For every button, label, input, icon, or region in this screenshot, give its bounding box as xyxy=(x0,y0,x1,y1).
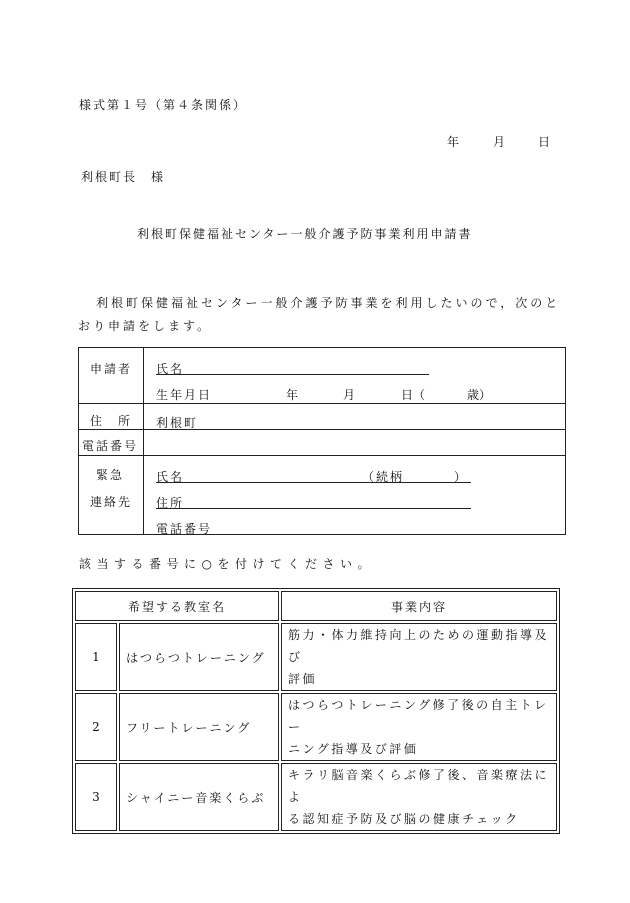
emergency-name-field[interactable] xyxy=(156,482,471,483)
addressee: 利根町長 様 xyxy=(81,170,166,184)
intro-line-1: 利根町保健福祉センター一般介護予防事業を利用したいので，次のと xyxy=(96,296,561,310)
birth-year-label: 年 xyxy=(286,388,299,402)
instruction-text: 該当する番号に○を付けてください。 xyxy=(79,557,375,571)
program-description xyxy=(281,693,557,761)
emergency-address-label: 住所 xyxy=(156,496,185,510)
program-selection-table xyxy=(72,588,560,834)
form-row-divider xyxy=(79,403,565,404)
form-row-divider xyxy=(79,429,565,430)
intro-line-2: おり申請をします。 xyxy=(78,319,213,333)
row-number[interactable]: 1 xyxy=(75,623,117,691)
description-line: る認知症予防及び脳の健康チェック xyxy=(288,812,520,826)
birth-month-label: 月 xyxy=(343,388,356,402)
applicant-label: 申請者 xyxy=(90,362,133,376)
class-name: シャイニー音楽くらぶ xyxy=(119,763,279,831)
emergency-address-field[interactable] xyxy=(156,508,471,509)
applicant-name-field[interactable] xyxy=(156,374,429,375)
applicant-form-table xyxy=(78,347,566,535)
program-description xyxy=(281,763,557,831)
row-number[interactable]: 2 xyxy=(75,693,117,761)
program-description xyxy=(281,623,557,691)
table-row[interactable] xyxy=(75,623,557,691)
form-row-divider xyxy=(79,455,565,456)
date-year-label: 年 xyxy=(447,135,460,149)
phone-label: 電話番号 xyxy=(82,439,139,453)
emergency-phone-label: 電話番号 xyxy=(156,522,213,536)
form-column-divider xyxy=(143,348,144,534)
header-program-content: 事業内容 xyxy=(281,591,557,621)
description-line: 筋力・体力維持向上のための運動指導及び xyxy=(288,628,550,664)
age-label: 歳） xyxy=(467,388,492,402)
date-month-label: 月 xyxy=(493,135,506,149)
row-number[interactable]: 3 xyxy=(75,763,117,831)
applicant-name-label: 氏名 xyxy=(156,362,185,376)
description-line: はつらつトレーニング修了後の自主トレー xyxy=(288,698,549,734)
emergency-phone-field[interactable] xyxy=(156,534,414,535)
description-line: ニング指導及び評価 xyxy=(288,742,419,756)
form-number: 様式第１号（第４条関係） xyxy=(79,98,248,112)
description-line: キラリ脳音楽くらぶ修了後、音楽療法によ xyxy=(288,768,550,804)
emergency-name-label: 氏名 xyxy=(156,470,185,484)
birthdate-label: 生年月日 xyxy=(156,388,213,402)
emergency-relation-label: （続柄 xyxy=(362,470,405,484)
address-value: 利根町 xyxy=(156,416,199,430)
header-class-name: 希望する教室名 xyxy=(75,591,279,621)
date-day-label: 日 xyxy=(538,135,551,149)
emergency-label-1: 緊急 xyxy=(96,468,125,482)
description-line: 評価 xyxy=(288,672,318,686)
birth-day-label: 日（ xyxy=(401,388,426,402)
address-label: 住 所 xyxy=(90,414,133,428)
class-name: はつらつトレーニング xyxy=(119,623,279,691)
emergency-label-2: 連絡先 xyxy=(90,495,133,509)
class-name: フリートレーニング xyxy=(119,693,279,761)
table-row[interactable] xyxy=(75,693,557,761)
table-row[interactable] xyxy=(75,763,557,831)
document-title: 利根町保健福祉センター一般介護予防事業利用申請書 xyxy=(137,227,473,241)
emergency-relation-close: ） xyxy=(454,470,467,484)
